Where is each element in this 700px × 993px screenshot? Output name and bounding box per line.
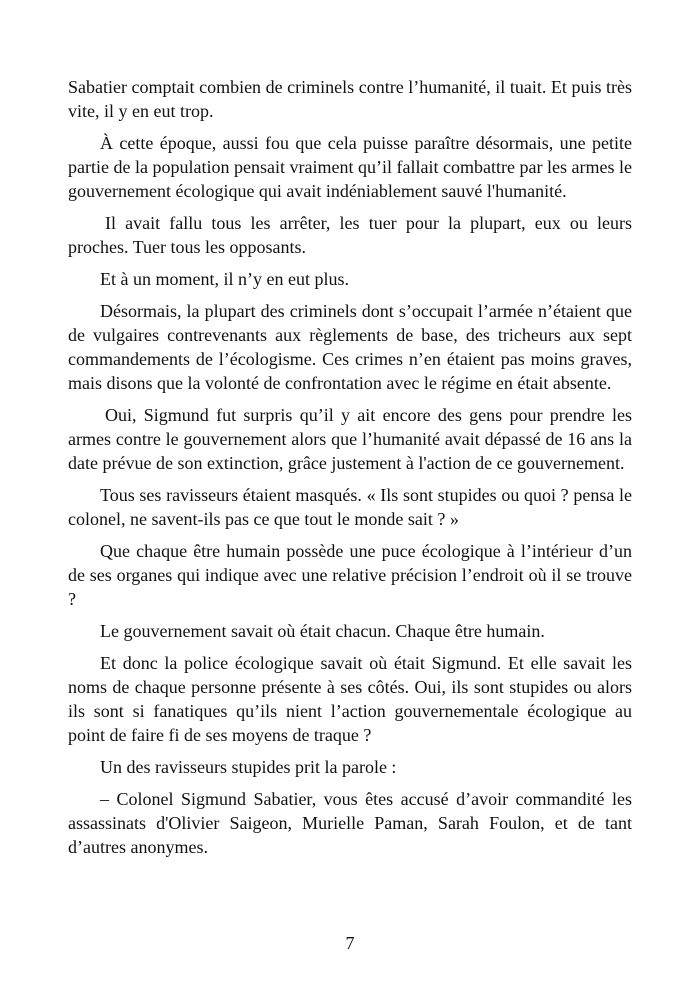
paragraph: Tous ses ravisseurs étaient masqués. « Ils sont stupides ou quoi ? pensa le colonel, ne savent-ils pas ce que tout le monde sait ? » (68, 485, 632, 529)
paragraph: Désormais, la plupart des criminels dont s’occupait l’armée n’étaient que de vulgaires contrevenants aux règlements de base, des tricheurs aux sept commandements de l’écologisme. Ces crimes n’en étaient pas moins graves, mais disons que la volonté de confrontation avec le régime en était absente. (68, 301, 632, 393)
paragraph: Un des ravisseurs stupides prit la parole : (100, 757, 397, 777)
paragraph: Que chaque être humain possède une puce écologique à l’intérieur d’un de ses organes qui indique avec une relative précision l’endroit où il se trouve ? (68, 541, 632, 609)
page-body (68, 75, 632, 859)
page-number: 7 (345, 933, 355, 953)
paragraph: Et donc la police écologique savait où était Sigmund. Et elle savait les noms de chaque personne présente à ses côtés. Oui, ils sont stupides ou alors ils sont si fanatiques qu’ils nient l’action gouvernementale écologique au point de faire fi de ses moyens de traque ? (68, 653, 632, 745)
paragraph: Oui, Sigmund fut surpris qu’il y ait encore des gens pour prendre les armes contre le gouvernement alors que l’humanité avait dépassé de 16 ans la date prévue de son extinction, grâce justement à l'action de ce gouvernement. (68, 405, 632, 473)
paragraph: Et à un moment, il n’y en eut plus. (100, 269, 349, 289)
dialogue-paragraph: – Colonel Sigmund Sabatier, vous êtes accusé d’avoir commandité les assassinats d'Olivier Saigeon, Murielle Paman, Sarah Foulon, et de tant d’autres anonymes. (68, 789, 632, 857)
paragraph: Il avait fallu tous les arrêter, les tuer pour la plupart, eux ou leurs proches. Tuer tous les opposants. (68, 213, 632, 257)
paragraph: À cette époque, aussi fou que cela puisse paraître désormais, une petite partie de la population pensait vraiment qu’il fallait combattre par les armes le gouvernement écologique qui avait indéniablement sauvé l'humanité. (68, 133, 632, 201)
paragraph: Sabatier comptait combien de criminels contre l’humanité, il tuait. Et puis très vite, il y en eut trop. (68, 77, 632, 121)
paragraph: Le gouvernement savait où était chacun. Chaque être humain. (100, 621, 545, 641)
